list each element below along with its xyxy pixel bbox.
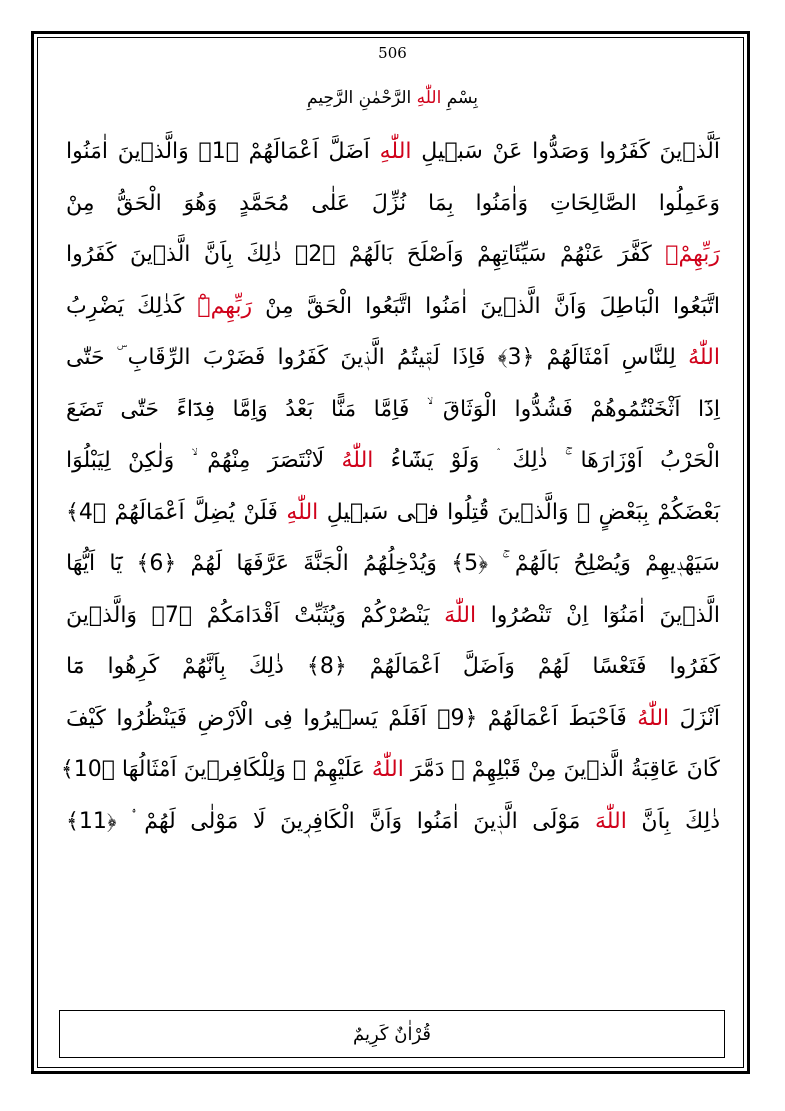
basmala-segment: الرَّحْمٰنِ الرَّحِيمِ [307, 88, 417, 108]
verse-line [60, 744, 720, 796]
verse-text-segment: لَانْتَصَرَ مِنْهُمْ ۙ وَلٰكِنْ لِيَبْلُوَا [66, 448, 342, 473]
divine-name-text: رَبِّهِمْ [665, 242, 720, 267]
divine-name-text: اللّٰهُ [688, 345, 720, 370]
verse-text-segment: ۙ كَفَّرَ عَنْهُمْ سَيِّئَاتِهِمْ وَاَصْلَحَ بَالَهُمْ ﴿2﴾ ذٰلِكَ بِاَنَّ الَّذٖينَ كَفَرُوا [66, 242, 666, 267]
page-number: 506 [378, 44, 407, 62]
verse-line [66, 332, 720, 384]
verse-text-segment: اِذَٓا اَثْخَنْتُمُوهُمْ فَشُدُّوا الْوَثَاقَ ۙ فَاِمَّا مَنًّا بَعْدُ وَاِمَّا فِدَٓاءً حَتّٰى تَضَعَ [66, 396, 720, 422]
divine-name-text: اللّٰهُ [341, 448, 374, 473]
verse-text-segment: يَنْصُرْكُمْ وَيُثَبِّتْ اَقْدَامَكُمْ ﴿7﴾ وَالَّذٖينَ [66, 602, 445, 628]
footer-box [59, 1010, 725, 1058]
verse-text-segment: فَلَنْ يُضِلَّ اَعْمَالَهُمْ ﴿4﴾ [66, 499, 287, 525]
basmala-segment: بِسْمِ [441, 88, 478, 108]
verse-line [66, 281, 720, 333]
verse-text-segment: اتَّبَعُوا الْبَاطِلَ وَاَنَّ الَّذٖينَ اٰمَنُوا اتَّبَعُوا الْحَقَّ مِنْ [252, 293, 720, 319]
verse-line [66, 693, 720, 745]
divine-name-text: اللّٰهِ [286, 499, 319, 525]
verse-line [66, 487, 720, 539]
verse-text-segment: الْحَرْبُ اَوْزَارَهَا ۚ ذٰلِكَ ۛ وَلَوْ يَشَٓاءُ [373, 448, 720, 473]
verse-text-segment: كَانَ عَاقِبَةُ الَّذٖينَ مِنْ قَبْلِهِمْ ۜ دَمَّرَ [403, 757, 720, 782]
verse-text-segment: لِلنَّاسِ اَمْثَالَهُمْ ﴿3﴾ فَاِذَا لَقٖيتُمُ الَّذٖينَ كَفَرُوا فَضَرْبَ الرِّقَابِ ۜ حَتّٰى [66, 345, 689, 370]
verse-text-segment: عَلَيْهِمْ ۘ وَلِلْكَافِرٖينَ اَمْثَالُهَا ﴿10﴾ [60, 757, 372, 782]
divine-name-text: اللّٰهُ [637, 705, 670, 731]
footer-text: قُرْاٰنٌ كَرِيمٌ [353, 1023, 431, 1045]
verse-text-segment: اَلَّذٖينَ كَفَرُوا وَصَدُّوا عَنْ سَبٖيلِ [411, 139, 720, 164]
verse-text-segment: الَّذٖينَ اٰمَنُوٓا اِنْ تَنْصُرُوا [476, 602, 720, 628]
divine-name-text: اللّٰهِ [379, 139, 412, 164]
verse-text-segment: اَضَلَّ اَعْمَالَهُمْ ﴿1﴾ وَالَّذٖينَ اٰمَنُوا [66, 139, 380, 164]
divine-name-text: رَبِّهِمْ [197, 293, 253, 319]
divine-name-text: اللّٰهَ [594, 808, 627, 834]
verse-line [66, 641, 720, 693]
verse-text-segment: فَاَحْبَطَ اَعْمَالَهُمْ ﴿9﴾ اَفَلَمْ يَسٖيرُوا فِى الْاَرْضِ فَيَنْظُرُوا كَيْفَ [66, 705, 638, 731]
verse-line [66, 229, 720, 281]
verse-text-segment: بَعْضَكُمْ بِبَعْضٍ ۜ وَالَّذٖينَ قُتِلُوا فٖى سَبٖيلِ [318, 499, 720, 525]
basmala [0, 88, 785, 108]
verse-line [66, 126, 720, 178]
verse-text-segment: ۜ كَذٰلِكَ يَضْرِبُ [66, 293, 198, 319]
verse-text-block [60, 126, 721, 847]
verse-line [66, 590, 720, 642]
verse-text-segment: كَفَرُوا فَتَعْسًا لَهُمْ وَاَضَلَّ اَعْمَالَهُمْ ﴿8﴾ ذٰلِكَ بِاَنَّهُمْ كَرِهُوا مَٓا [66, 654, 720, 679]
basmala-segment: اللّٰهِ [416, 88, 442, 108]
verse-line [66, 538, 720, 590]
verse-line [66, 384, 720, 436]
verse-text-segment: سَيَهْدٖيهِمْ وَيُصْلِحُ بَالَهُمْ ۚ ﴿5﴾ وَيُدْخِلُهُمُ الْجَنَّةَ عَرَّفَهَا لَهُمْ ﴿6﴾ يَٓا اَيُّهَا [66, 551, 720, 576]
verse-text-segment: مَوْلَى الَّذٖينَ اٰمَنُوا وَاَنَّ الْكَافِرٖينَ لَا مَوْلٰى لَهُمْ ۟ ﴿11﴾ [66, 808, 595, 834]
divine-name-text: اللّٰهَ [444, 602, 477, 628]
divine-name-text: اللّٰهُ [371, 757, 404, 782]
verse-text-segment: اَنْزَلَ [669, 705, 721, 731]
verse-text-segment: وَعَمِلُوا الصَّالِحَاتِ وَاٰمَنُوا بِمَا نُزِّلَ عَلٰى مُحَمَّدٍ وَهُوَ الْحَقُّ مِنْ [66, 190, 720, 216]
verse-line [66, 435, 720, 487]
verse-line [66, 796, 720, 848]
verse-text-segment: ذٰلِكَ بِاَنَّ [626, 808, 720, 834]
verse-line [66, 178, 720, 230]
